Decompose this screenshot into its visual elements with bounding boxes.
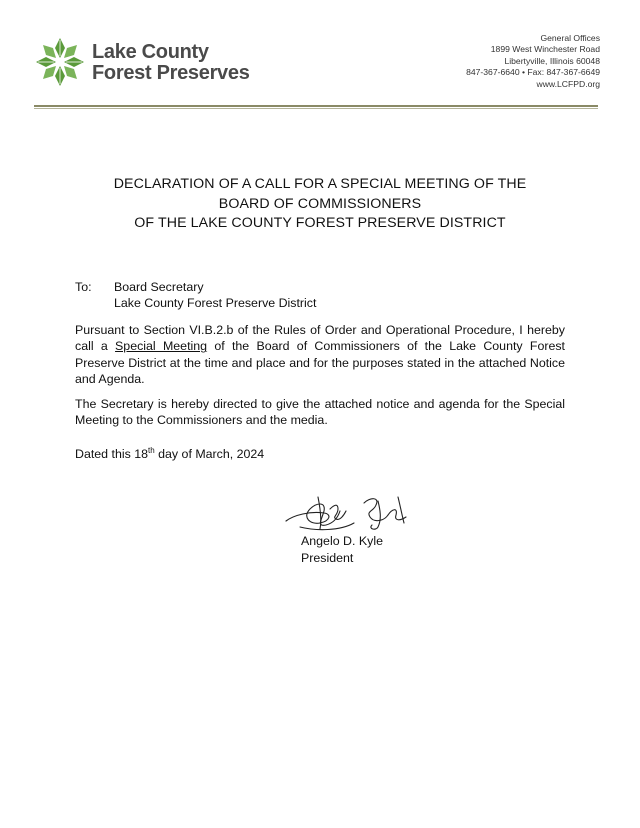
dated-line: [75, 446, 264, 462]
document-title: [40, 175, 600, 234]
special-meeting-term: Special Meeting: [115, 339, 208, 354]
para1-text-end: of the Board of Commissioners of the Lake County Forest Preserve District at the time and place and for the purposes stated in the attached Notice and Agenda.: [75, 339, 565, 387]
letterhead: [34, 28, 600, 106]
logo-leaf-icon: [34, 36, 86, 88]
signer-name: Angelo D. Kyle: [301, 534, 383, 548]
logo-line-1: Lake County: [92, 41, 209, 63]
office-phone: 847-367-6640 • Fax: 847-367-6649: [466, 67, 600, 78]
para1-text-start: Pursuant to Section VI.B.2.b of the Rules of Order and Operational Procedure, I hereby call a: [75, 323, 565, 354]
title-line-1: DECLARATION OF A CALL FOR A SPECIAL MEETING OF THE: [113, 176, 527, 192]
declaration-paragraph: [75, 322, 565, 388]
title-line-3: OF THE LAKE COUNTY FOREST PRESERVE DISTRICT: [134, 215, 506, 231]
addressee-lines: [114, 279, 316, 312]
dated-suffix: day of March, 2024: [154, 447, 265, 461]
logo-line-2: Forest Preserves: [92, 62, 250, 84]
title-line-2: BOARD OF COMMISSIONERS: [218, 195, 422, 212]
addressee-line-1: Board Secretary: [114, 280, 204, 294]
signer-block: [301, 533, 383, 566]
dated-ordinal: th: [148, 445, 155, 455]
signer-title: President: [301, 550, 354, 565]
dated-prefix: Dated this 18: [75, 447, 149, 461]
header-divider: [34, 105, 598, 107]
to-label: To:: [75, 280, 92, 294]
office-heading: General Offices: [540, 33, 600, 43]
office-street: 1899 West Winchester Road: [490, 44, 600, 55]
handwritten-signature: [280, 487, 420, 535]
addressee-line-2: Lake County Forest Preserve District: [114, 296, 317, 311]
directive-paragraph: The Secretary is hereby directed to give the attached notice and agenda for the Special Meeting to the Commissioners and the media.: [75, 397, 565, 428]
office-city: Libertyville, Illinois 60048: [504, 55, 600, 66]
office-address: [466, 33, 600, 90]
logo-wordmark: [92, 42, 250, 84]
office-website: www.LCFPD.org: [536, 78, 600, 89]
header-divider-thin: [34, 108, 598, 109]
